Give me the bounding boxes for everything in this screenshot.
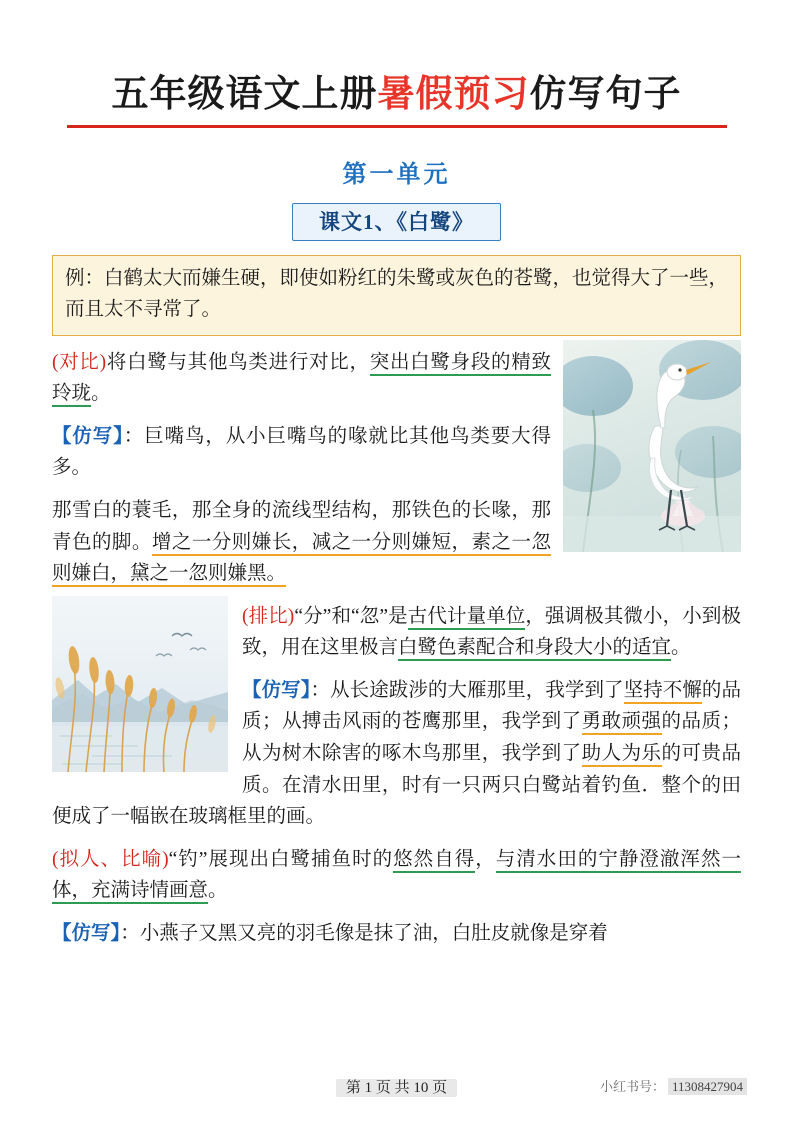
title-part-2: 仿写句子: [529, 74, 682, 115]
contrast-text-a: 将白鹭与其他鸟类进行对比，: [106, 351, 370, 373]
page-number-label: 第 1 页 共 10 页: [336, 1079, 457, 1097]
page-title: [52, 74, 741, 117]
lesson-heading-row: [52, 203, 741, 241]
lesson-heading: 课文1、《白鹭》: [292, 203, 501, 241]
parallelism-text-a: “分”和“忽”是: [294, 605, 408, 627]
watermark: [600, 1076, 747, 1095]
contrast-underline: 突出白鹭身段的精致玲珑: [52, 352, 551, 408]
unit-heading: 第一单元: [342, 161, 451, 188]
watermark-label: 小红书号：: [599, 1079, 665, 1094]
reed-lake-illustration: [52, 596, 228, 772]
personification-underline-1: 悠然自得: [393, 849, 475, 873]
title-divider: [67, 125, 727, 128]
egret-illustration-graphic: [563, 340, 741, 552]
imitation-2-text-a: ：从长途跋涉的大雁那里，我学到了: [310, 679, 624, 701]
example-box: 例：白鹤太大而嫌生硬，即使如粉红的朱鹭或灰色的苍鹭，也觉得大了一些，而且太不寻常了。: [52, 255, 741, 336]
quote-1-underlined: 增之一分则嫌长，减之一分则嫌短，素之一忽则嫌白，黛之一忽则嫌黑。: [52, 532, 551, 588]
imitation-1-text: ：巨嘴鸟，从小巨嘴鸟的喙就比其他鸟类要大得多。: [52, 425, 551, 479]
title-part-1: 五年级语文上册: [111, 74, 378, 115]
parallelism-underline-1: 古代计量单位: [408, 606, 526, 630]
paragraph-imitation-3: [52, 918, 741, 950]
quote-1-plain: 那雪白的蓑毛，那全身的流线型结构，那铁色的长喙，那青色的脚。: [52, 500, 551, 553]
personification-underline-2: 与清水田的宁静澄澈浑然一体，充满诗情画意: [52, 849, 741, 905]
reed-lake-graphic: [52, 596, 228, 772]
personification-text-a: “钓”展现出白鹭捕鱼时的: [168, 848, 394, 870]
personification-text-e: 。: [208, 880, 228, 902]
parallelism-underline-2: 白鹭色素配合和身段大小的适宜: [398, 637, 671, 661]
imitation-2-underline-3: 助人为乐: [582, 743, 662, 767]
personification-text-c: ，: [475, 848, 496, 870]
title-highlight: 暑假预习: [377, 74, 530, 115]
page-footer: [0, 1076, 793, 1100]
parallelism-text-c: ，强调极其微小，小到极致，用在这里极言: [242, 605, 741, 659]
tag-imitation-3: 【仿写】: [52, 922, 121, 944]
tag-personification: (拟人、比喻): [52, 848, 169, 870]
tag-parallelism: (排比): [242, 605, 295, 627]
imitation-2-text-c: 的品质；从搏击风雨的苍鹰那里，我学到了: [242, 679, 741, 733]
paragraph-personification: [52, 844, 741, 907]
parallelism-text-e: 。: [671, 637, 691, 659]
imitation-2-text-g: 的可贵品质。在清水田里，时有一只两只白鹭站着钓鱼．整个的田便成了一幅嵌在玻璃框里的画。: [52, 743, 741, 828]
imitation-2-underline-1: 坚持不懈: [624, 680, 702, 704]
tag-imitation-2: 【仿写】: [242, 679, 311, 701]
egret-illustration: [563, 340, 741, 552]
contrast-text-c: 。: [91, 383, 111, 405]
watermark-id: 11308427904: [668, 1078, 747, 1095]
tag-contrast: (对比): [52, 351, 107, 373]
imitation-2-underline-2: 勇敢顽强: [582, 711, 662, 735]
title-block: [52, 56, 741, 128]
imitation-2-text-e: 的品质；从为树木除害的啄木鸟那里，我学到了: [242, 711, 741, 765]
imitation-3-text: ：小燕子又黑又亮的羽毛像是抹了油，白肚皮就像是穿着: [120, 922, 608, 944]
tag-imitation-1: 【仿写】: [52, 425, 124, 447]
